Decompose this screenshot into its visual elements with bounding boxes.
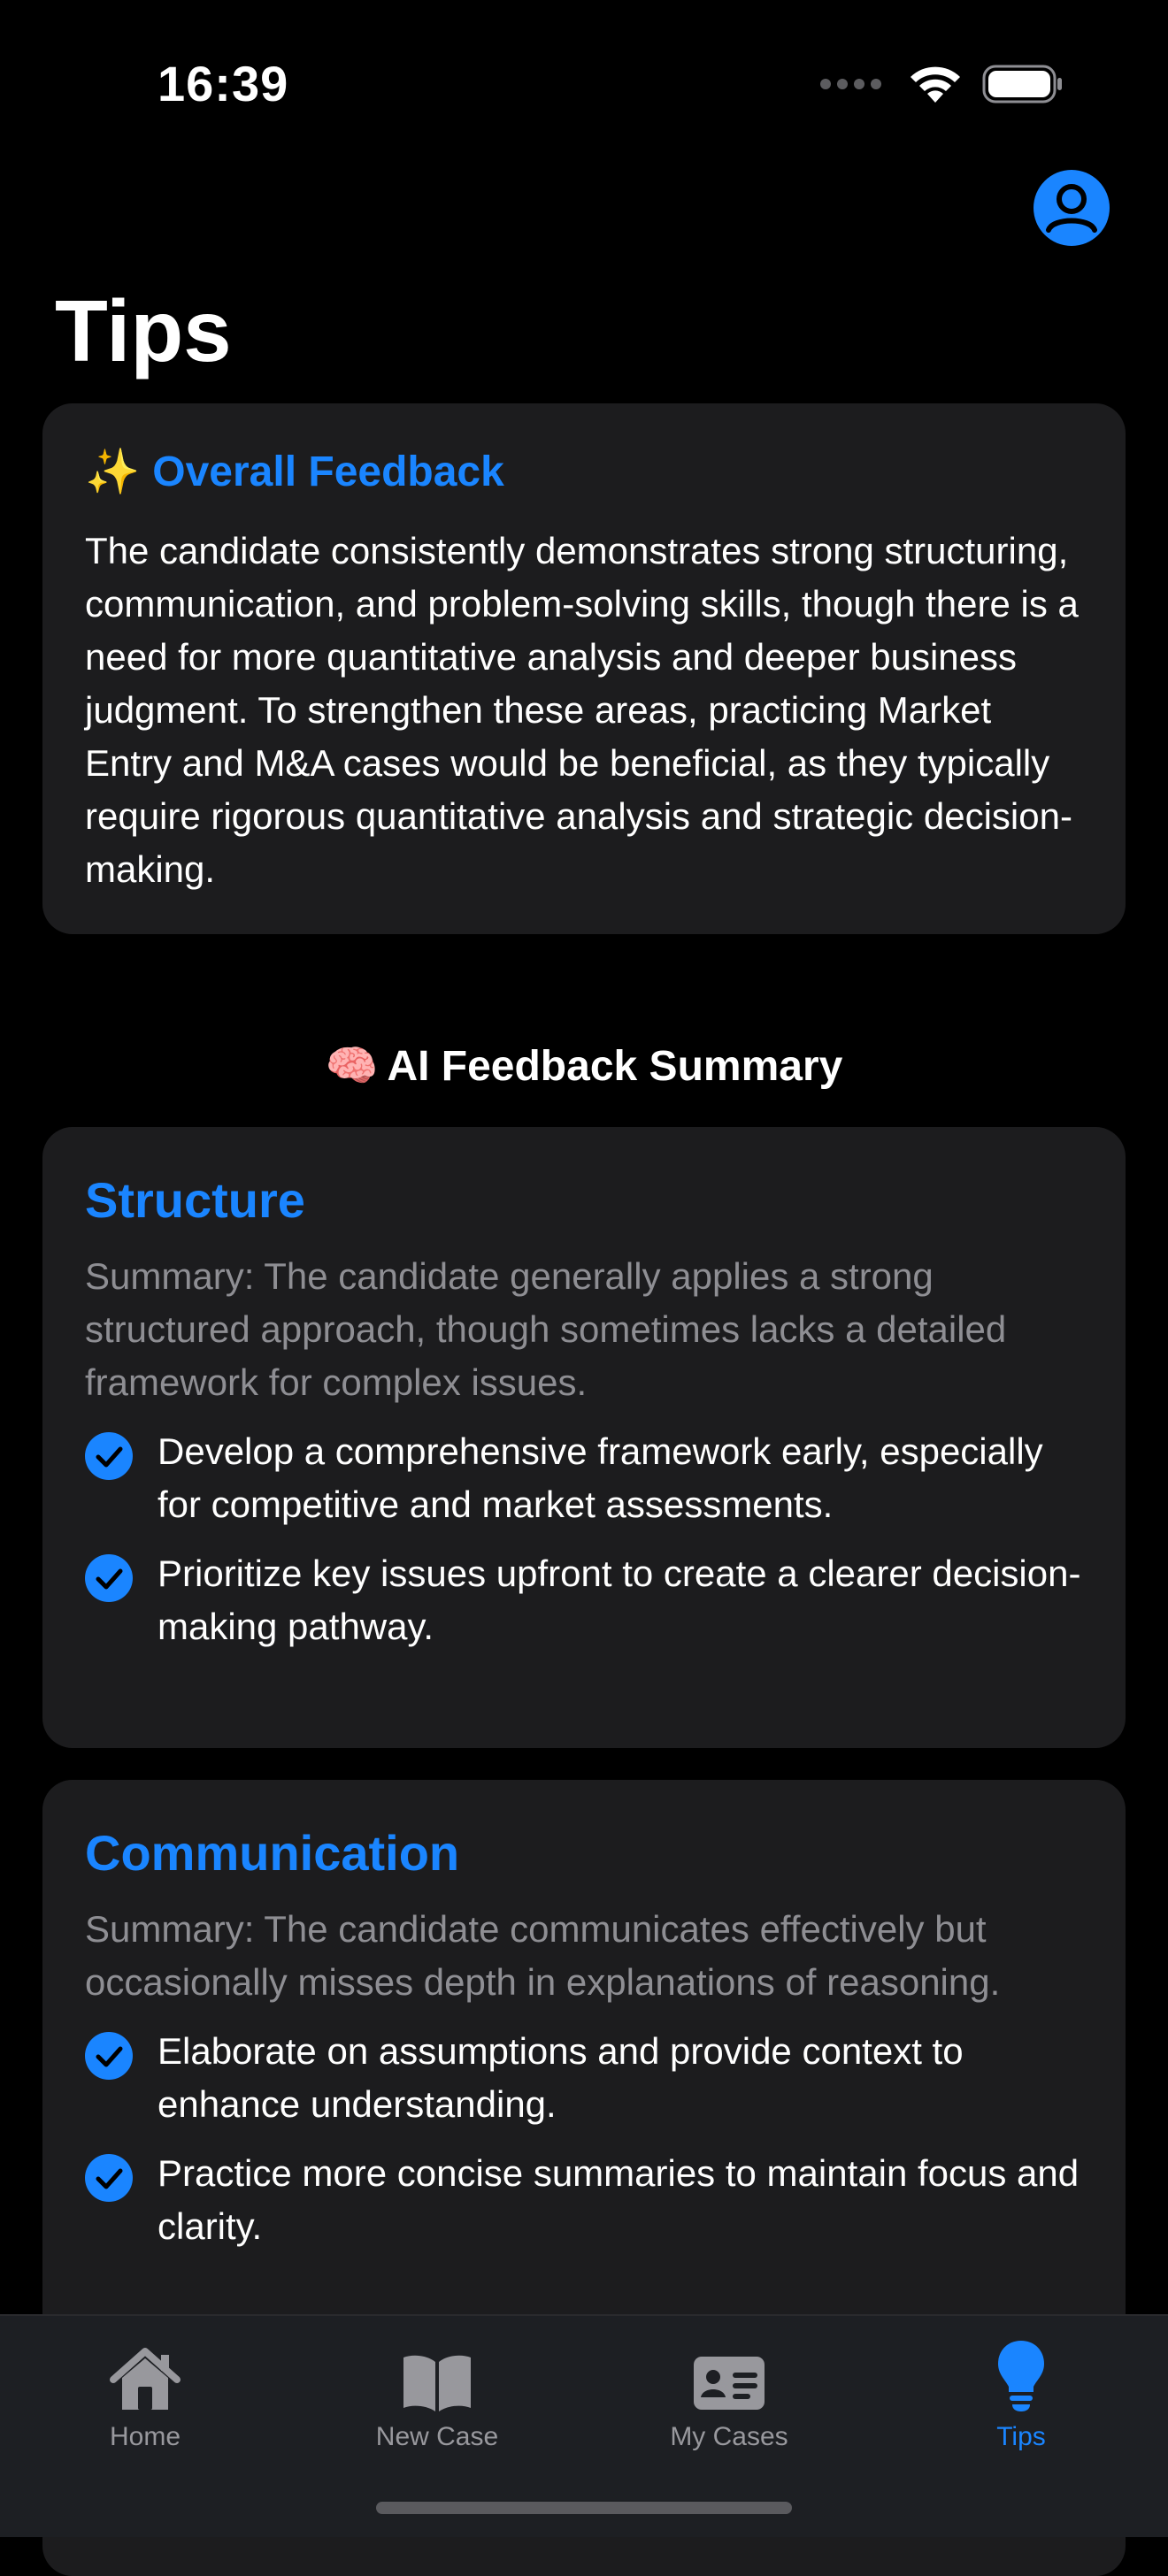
- tab-my-cases[interactable]: [596, 2332, 862, 2452]
- tip-text: Practice more concise summaries to maintain focus and clarity.: [158, 2152, 1080, 2247]
- ai-feedback-summary-heading: [0, 1040, 1168, 1091]
- brain-icon: 🧠: [325, 1043, 379, 1090]
- checkmark-circle-icon: [85, 1554, 133, 1602]
- tip-item: [85, 2147, 1083, 2253]
- status-bar: [0, 0, 1168, 159]
- tab-bar: [0, 2314, 1168, 2537]
- category-summary: Summary: The candidate generally applies a strong structured approach, though sometimes lacks a detailed framework for complex issues.: [85, 1255, 1007, 1403]
- battery-icon: [982, 64, 1064, 104]
- tip-text: Prioritize key issues upfront to create a clearer decision-making pathway.: [158, 1552, 1081, 1647]
- tab-home[interactable]: [12, 2332, 278, 2452]
- house-icon: [108, 2346, 182, 2413]
- category-summary: Summary: The candidate communicates effectively but occasionally misses depth in explanations of reasoning.: [85, 1908, 1001, 2003]
- tab-label: Home: [109, 2422, 181, 2451]
- tip-item: [85, 1425, 1083, 1531]
- category-title: Structure: [85, 1172, 305, 1228]
- structure-card: [42, 1127, 1126, 1748]
- overall-feedback-text: The candidate consistently demonstrates strong structuring, communication, and problem-solving skills, though there is a need for more quantitative analysis and deeper business judgment. To strengthen these areas, practicing Market Entry and M&A cases would be beneficial, as they typically require rigorous quantitative analysis and strategic decision-making.: [85, 530, 1079, 890]
- tip-item: [85, 2025, 1083, 2131]
- page-title: Tips: [55, 282, 232, 380]
- tab-new-case[interactable]: [304, 2332, 570, 2452]
- tip-text: Elaborate on assumptions and provide context to enhance understanding.: [158, 2030, 964, 2125]
- lightbulb-icon: [996, 2339, 1046, 2413]
- overall-feedback-card: [42, 403, 1126, 934]
- checkmark-circle-icon: [85, 2032, 133, 2080]
- wifi-icon: [908, 64, 963, 104]
- person-circle-icon: [1034, 170, 1110, 246]
- status-time: 16:39: [158, 56, 289, 111]
- tip-item: [85, 1547, 1083, 1653]
- checkmark-circle-icon: [85, 2154, 133, 2202]
- home-indicator: [376, 2502, 792, 2514]
- tab-label: My Cases: [670, 2422, 788, 2451]
- category-title: Communication: [85, 1825, 460, 1881]
- sparkles-icon: ✨: [85, 447, 141, 496]
- overall-feedback-title: Overall Feedback: [152, 448, 504, 495]
- tab-label: Tips: [996, 2422, 1046, 2451]
- tab-label: New Case: [375, 2422, 499, 2451]
- id-card-icon: [692, 2353, 766, 2413]
- cellular-signal-icon: [820, 79, 881, 89]
- book-icon: [400, 2351, 474, 2413]
- tip-text: Develop a comprehensive framework early, especially for competitive and market assessments.: [158, 1430, 1043, 1525]
- overall-feedback-header: [85, 446, 1083, 498]
- tab-tips[interactable]: [888, 2332, 1154, 2452]
- status-icons: [820, 64, 1064, 104]
- profile-button[interactable]: [1034, 170, 1110, 246]
- checkmark-circle-icon: [85, 1432, 133, 1480]
- ai-feedback-summary-title: AI Feedback Summary: [387, 1043, 843, 1090]
